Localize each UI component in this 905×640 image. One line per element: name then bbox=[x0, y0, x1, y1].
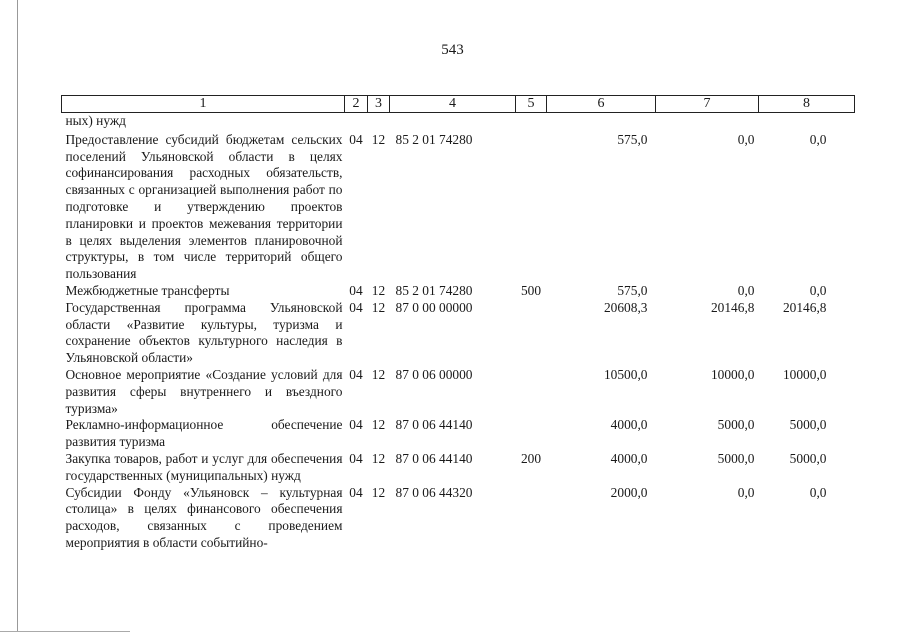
row-value-7: 20146,8 bbox=[710, 299, 755, 315]
row-code: 87 0 06 44140 bbox=[395, 450, 473, 466]
table-row bbox=[62, 300, 855, 367]
row-subsection: 12 bbox=[371, 450, 386, 466]
row-value-7 bbox=[656, 113, 759, 130]
header-col-4: 4 bbox=[390, 96, 516, 113]
row-name: Основное мероприятие «Создание условий для развития сферы внутреннего и въездного туризма» bbox=[65, 366, 343, 416]
row-code: 85 2 01 74280 bbox=[395, 282, 473, 298]
row-name: Рекламно-информационное обеспечение развития туризма bbox=[65, 417, 343, 450]
row-code: 87 0 06 00000 bbox=[395, 366, 473, 382]
row-code: 87 0 06 44140 bbox=[395, 417, 473, 433]
row-subsection: 12 bbox=[371, 366, 386, 382]
row-name: ных) нужд bbox=[65, 113, 126, 128]
header-col-6: 6 bbox=[547, 96, 656, 113]
budget-table bbox=[61, 95, 855, 552]
header-col-8: 8 bbox=[759, 96, 855, 113]
header-row bbox=[62, 96, 855, 113]
row-code: 87 0 06 44320 bbox=[395, 484, 473, 500]
table-row bbox=[62, 283, 855, 300]
row-value-6: 575,0 bbox=[617, 282, 648, 298]
row-value-7: 0,0 bbox=[737, 282, 755, 298]
row-value-6: 2000,0 bbox=[610, 484, 648, 500]
row-subsection: 12 bbox=[371, 131, 386, 147]
row-name: Субсидии Фонду «Ульяновск – культурная столица» в целях финансового обеспечения расходов, связанных с проведением мероприятия в области событийно- bbox=[65, 484, 343, 550]
row-subsection: 12 bbox=[371, 299, 386, 315]
header-col-5: 5 bbox=[516, 96, 547, 113]
row-section: 04 bbox=[349, 450, 363, 466]
row-type bbox=[516, 300, 547, 367]
scan-bottom-rule bbox=[0, 631, 130, 632]
table-row bbox=[62, 130, 855, 283]
row-value-6: 20608,3 bbox=[603, 299, 648, 315]
row-value-7: 10000,0 bbox=[710, 366, 755, 382]
table-row bbox=[62, 451, 855, 485]
row-type bbox=[516, 130, 547, 283]
table-row bbox=[62, 485, 855, 552]
row-value-8 bbox=[759, 113, 855, 130]
header-col-2: 2 bbox=[345, 96, 368, 113]
row-name: Государственная программа Ульяновской области «Развитие культуры, туризма и сохранение объектов культурного наследия в Ульяновской области» bbox=[65, 299, 343, 366]
row-type bbox=[516, 417, 547, 451]
row-section: 04 bbox=[349, 366, 363, 382]
table-row bbox=[62, 417, 855, 451]
row-section: 04 bbox=[349, 417, 363, 433]
row-value-8: 0,0 bbox=[809, 131, 827, 147]
row-value-6: 10500,0 bbox=[603, 366, 648, 382]
row-subsection: 12 bbox=[371, 282, 386, 298]
row-type bbox=[516, 113, 547, 130]
row-type bbox=[516, 367, 547, 417]
row-code: 85 2 01 74280 bbox=[395, 131, 473, 147]
page-number: 543 bbox=[441, 42, 464, 58]
row-type: 200 bbox=[520, 450, 542, 466]
row-value-8: 20146,8 bbox=[782, 299, 827, 315]
row-value-7: 0,0 bbox=[737, 131, 755, 147]
header-col-3: 3 bbox=[368, 96, 390, 113]
row-value-6: 4000,0 bbox=[610, 417, 648, 433]
row-value-8: 0,0 bbox=[809, 282, 827, 298]
table-row bbox=[62, 113, 855, 130]
row-section: 04 bbox=[349, 299, 363, 315]
row-section: 04 bbox=[349, 131, 363, 147]
row-value-7: 5000,0 bbox=[717, 450, 755, 466]
header-col-7: 7 bbox=[656, 96, 759, 113]
row-type: 500 bbox=[520, 282, 542, 298]
row-type bbox=[516, 485, 547, 552]
row-subsection: 12 bbox=[371, 417, 386, 433]
table-row bbox=[62, 367, 855, 417]
row-value-6: 575,0 bbox=[617, 131, 648, 147]
scan-left-rule bbox=[17, 0, 18, 632]
row-subsection bbox=[368, 113, 390, 130]
row-value-8: 10000,0 bbox=[782, 366, 827, 382]
row-value-6 bbox=[547, 113, 656, 130]
row-value-6: 4000,0 bbox=[610, 450, 648, 466]
row-value-7: 5000,0 bbox=[717, 417, 755, 433]
header-col-1: 1 bbox=[62, 96, 345, 113]
row-value-8: 5000,0 bbox=[789, 450, 827, 466]
row-name: Межбюджетные трансферты bbox=[65, 282, 230, 298]
row-code: 87 0 00 00000 bbox=[395, 299, 473, 315]
row-section: 04 bbox=[349, 484, 363, 500]
row-value-8: 0,0 bbox=[809, 484, 827, 500]
row-code bbox=[390, 113, 516, 130]
row-section bbox=[345, 113, 368, 130]
row-section: 04 bbox=[349, 282, 363, 298]
row-subsection: 12 bbox=[371, 484, 386, 500]
row-name: Закупка товаров, работ и услуг для обеспечения государственных (муниципальных) нужд bbox=[65, 450, 343, 483]
row-value-7: 0,0 bbox=[737, 484, 755, 500]
row-name: Предоставление субсидий бюджетам сельских поселений Ульяновской области в целях софинансирования расходных обязательств, связанных с организацией выполнения работ по подготовке и утверждению проектов планировки и проектов межевания территории в целях выделения элементов планировочной структуры, в том числе территорий общего пользования bbox=[65, 131, 343, 282]
row-value-8: 5000,0 bbox=[789, 417, 827, 433]
